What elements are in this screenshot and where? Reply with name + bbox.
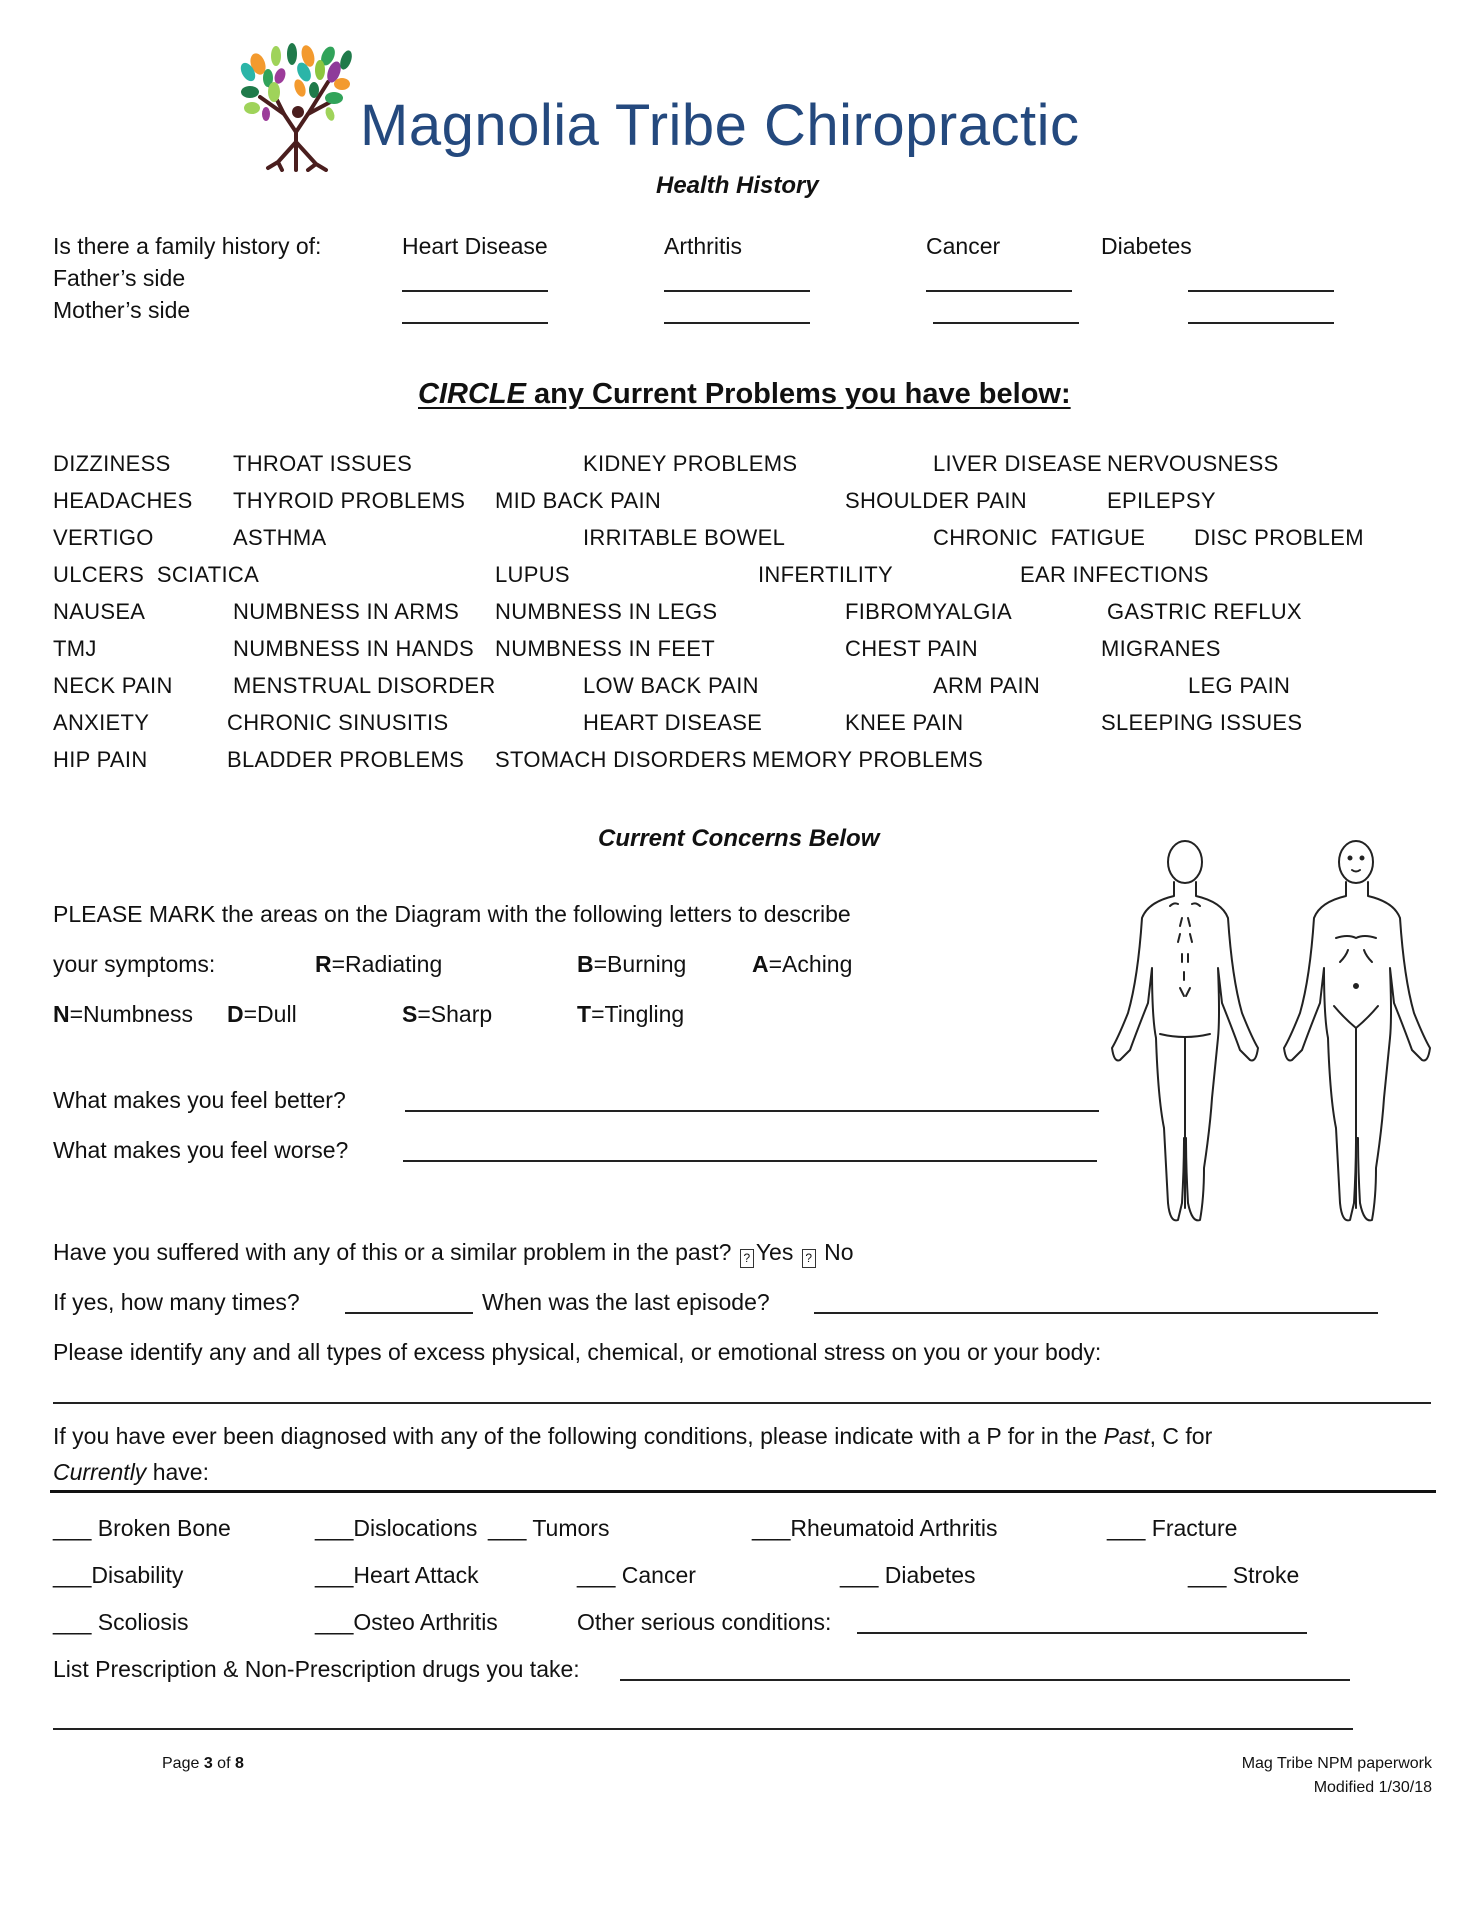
problem-item[interactable]: CHRONIC FATIGUE xyxy=(933,525,1146,550)
problem-item[interactable]: MENSTRUAL DISORDER xyxy=(233,673,496,698)
condition-item[interactable]: ___ Stroke xyxy=(1188,1562,1300,1588)
condition-item[interactable]: ___Rheumatoid Arthritis xyxy=(752,1515,998,1541)
problems-heading-rest: any Current Problems you have below: xyxy=(525,378,1071,410)
problem-item[interactable]: LOW BACK PAIN xyxy=(583,673,759,698)
problem-item[interactable]: SLEEPING ISSUES xyxy=(1101,710,1303,735)
conditions-intro-past: Past xyxy=(1103,1423,1150,1449)
clinic-name: Magnolia Tribe Chiropractic xyxy=(360,93,1080,158)
problem-item[interactable]: CHRONIC SINUSITIS xyxy=(227,710,449,735)
legend-label: =Aching xyxy=(768,951,853,977)
condition-item[interactable]: ___ Scoliosis xyxy=(53,1609,189,1635)
problem-item[interactable]: LUPUS xyxy=(495,562,570,587)
family-history-heart-disease: Heart Disease xyxy=(402,233,548,259)
father-arthritis-field[interactable] xyxy=(664,272,810,292)
doc-name: Mag Tribe NPM paperwork xyxy=(1241,1755,1432,1772)
concerns-heading: Current Concerns Below xyxy=(598,825,880,852)
no-label: No xyxy=(817,1239,854,1265)
legend-key: S xyxy=(402,1001,418,1027)
father-heart-disease-field[interactable] xyxy=(402,272,548,292)
problem-item[interactable]: NAUSEA xyxy=(53,599,146,624)
problem-item[interactable]: MID BACK PAIN xyxy=(495,488,662,513)
feel-better-label: What makes you feel better? xyxy=(53,1087,346,1113)
drugs-label: List Prescription & Non-Prescription drugs you take: xyxy=(53,1656,580,1682)
mark-instruction-line2: your symptoms: xyxy=(53,951,216,977)
problem-item[interactable]: THROAT ISSUES xyxy=(233,451,413,476)
legend-radiating xyxy=(315,950,442,978)
mother-cancer-field[interactable] xyxy=(933,304,1079,324)
problem-item[interactable]: HEADACHES xyxy=(53,488,193,513)
legend-label: =Radiating xyxy=(331,951,443,977)
problem-item[interactable]: STOMACH DISORDERS xyxy=(495,747,747,772)
problem-item[interactable]: HEART DISEASE xyxy=(583,710,763,735)
legend-key: D xyxy=(227,1001,244,1027)
modified-date: Modified 1/30/18 xyxy=(1313,1779,1432,1796)
page-of: of xyxy=(212,1755,235,1772)
no-checkbox[interactable]: ? xyxy=(802,1249,816,1268)
problem-item[interactable]: TMJ xyxy=(53,636,97,661)
condition-item[interactable]: ___Dislocations xyxy=(315,1515,478,1541)
problem-item[interactable]: NUMBNESS IN HANDS xyxy=(233,636,475,661)
feel-worse-label: What makes you feel worse? xyxy=(53,1137,349,1163)
conditions-intro-text: If you have ever been diagnosed with any of the following conditions, please indicate with a P for in the xyxy=(53,1423,1104,1449)
legend-label: =Tingling xyxy=(591,1001,685,1027)
problem-item[interactable]: EAR INFECTIONS xyxy=(1020,562,1209,587)
body-diagram[interactable] xyxy=(1108,838,1453,1228)
problem-item[interactable]: ULCERS SCIATICA xyxy=(53,562,260,587)
problem-item[interactable]: BLADDER PROBLEMS xyxy=(227,747,465,772)
problem-item[interactable]: NUMBNESS IN ARMS xyxy=(233,599,460,624)
legend-tingling xyxy=(577,1000,684,1028)
legend-label: =Sharp xyxy=(417,1001,493,1027)
legend-key: T xyxy=(577,1001,592,1027)
problem-item[interactable]: FIBROMYALGIA xyxy=(845,599,1012,624)
problem-item[interactable]: SHOULDER PAIN xyxy=(845,488,1027,513)
problem-item[interactable]: INFERTILITY xyxy=(758,562,893,587)
problem-item[interactable]: NUMBNESS IN FEET xyxy=(495,636,715,661)
body-back-icon xyxy=(1112,841,1258,1220)
other-conditions-label: Other serious conditions: xyxy=(577,1609,832,1635)
last-episode-field[interactable] xyxy=(814,1294,1378,1314)
mark-instruction-line1: PLEASE MARK the areas on the Diagram with the following letters to describe xyxy=(53,901,851,927)
feel-worse-field[interactable] xyxy=(403,1142,1097,1162)
problem-item[interactable]: EPILEPSY xyxy=(1107,488,1216,513)
conditions-intro-line2 xyxy=(53,1458,209,1486)
legend-label: =Dull xyxy=(243,1001,297,1027)
condition-item[interactable]: ___ Cancer xyxy=(577,1562,696,1588)
condition-item[interactable]: ___ Diabetes xyxy=(840,1562,976,1588)
legend-key: A xyxy=(752,951,769,977)
conditions-intro-currently: Currently xyxy=(53,1459,147,1485)
conditions-intro-text2: , C for xyxy=(1149,1423,1213,1449)
family-history-question: Is there a family history of: xyxy=(53,233,322,259)
problem-item[interactable]: MIGRANES xyxy=(1101,636,1221,661)
legend-key: N xyxy=(53,1001,70,1027)
stress-field[interactable] xyxy=(53,1384,1431,1404)
past-problem-text: Have you suffered with any of this or a similar problem in the past? xyxy=(53,1239,732,1265)
drugs-field-line2[interactable] xyxy=(53,1710,1353,1730)
problem-item[interactable]: DISC PROBLEM xyxy=(1194,525,1364,550)
fathers-side-label: Father’s side xyxy=(53,265,186,291)
father-diabetes-field[interactable] xyxy=(1188,272,1334,292)
mothers-side-label: Mother’s side xyxy=(53,297,191,323)
problem-item[interactable]: VERTIGO xyxy=(53,525,154,550)
legend-sharp xyxy=(402,1000,492,1028)
problem-item[interactable]: NERVOUSNESS xyxy=(1107,451,1279,476)
problem-item[interactable]: GASTRIC REFLUX xyxy=(1107,599,1302,624)
problem-item[interactable]: NECK PAIN xyxy=(53,673,173,698)
father-cancer-field[interactable] xyxy=(926,272,1072,292)
page-prefix: Page xyxy=(162,1755,204,1772)
body-front-icon xyxy=(1284,841,1430,1220)
mother-heart-disease-field[interactable] xyxy=(402,304,548,324)
how-many-times-field[interactable] xyxy=(345,1294,473,1314)
problem-item[interactable]: HIP PAIN xyxy=(53,747,148,772)
condition-item[interactable]: ___Heart Attack xyxy=(315,1562,479,1588)
conditions-intro-line1 xyxy=(53,1422,1212,1450)
problem-item[interactable]: LEG PAIN xyxy=(1188,673,1291,698)
family-history-diabetes: Diabetes xyxy=(1101,233,1192,259)
legend-label: =Burning xyxy=(593,951,687,977)
page-total: 8 xyxy=(234,1755,244,1772)
problem-item[interactable]: ANXIETY xyxy=(53,710,150,735)
condition-item[interactable]: ___Osteo Arthritis xyxy=(315,1609,498,1635)
legend-label: =Numbness xyxy=(69,1001,193,1027)
conditions-intro-text3: have: xyxy=(146,1459,209,1485)
family-history-arthritis: Arthritis xyxy=(664,233,742,259)
problem-item[interactable]: KIDNEY PROBLEMS xyxy=(583,451,798,476)
problem-item[interactable]: ASTHMA xyxy=(233,525,327,550)
problem-item[interactable]: NUMBNESS IN LEGS xyxy=(495,599,718,624)
mother-arthritis-field[interactable] xyxy=(664,304,810,324)
legend-key: B xyxy=(577,951,594,977)
legend-aching xyxy=(752,950,852,978)
logo-icon xyxy=(238,42,358,172)
problem-item[interactable]: CHEST PAIN xyxy=(845,636,978,661)
problem-item[interactable]: IRRITABLE BOWEL xyxy=(583,525,786,550)
stress-question: Please identify any and all types of excess physical, chemical, or emotional stress on you or your body: xyxy=(53,1339,1102,1365)
family-history-cancer: Cancer xyxy=(926,233,1001,259)
how-many-times-label: If yes, how many times? xyxy=(53,1289,300,1315)
form-title: Health History xyxy=(656,172,819,199)
condition-item[interactable]: ___ Fracture xyxy=(1107,1515,1238,1541)
problem-item[interactable]: LIVER DISEASE xyxy=(933,451,1102,476)
page-number xyxy=(162,1755,244,1773)
yes-label: Yes xyxy=(755,1239,794,1265)
problem-item[interactable]: MEMORY PROBLEMS xyxy=(752,747,984,772)
yes-checkbox[interactable]: ? xyxy=(740,1249,754,1268)
past-problem-question xyxy=(53,1238,854,1268)
section-divider xyxy=(50,1490,1436,1493)
problem-item[interactable]: KNEE PAIN xyxy=(845,710,964,735)
mother-diabetes-field[interactable] xyxy=(1188,304,1334,324)
legend-dull xyxy=(227,1000,297,1028)
condition-item[interactable]: ___Disability xyxy=(53,1562,184,1588)
condition-item[interactable]: ___ Broken Bone xyxy=(53,1515,231,1541)
problem-item[interactable]: ARM PAIN xyxy=(933,673,1041,698)
problems-heading xyxy=(418,378,1071,411)
page-current: 3 xyxy=(203,1755,213,1772)
problem-item[interactable]: THYROID PROBLEMS xyxy=(233,488,466,513)
feel-better-field[interactable] xyxy=(405,1092,1099,1112)
legend-key: R xyxy=(315,951,332,977)
condition-item[interactable]: ___ Tumors xyxy=(488,1515,610,1541)
other-conditions-field[interactable] xyxy=(857,1614,1307,1634)
problem-item[interactable]: DIZZINESS xyxy=(53,451,171,476)
drugs-field[interactable] xyxy=(620,1661,1350,1681)
last-episode-label: When was the last episode? xyxy=(482,1289,770,1315)
legend-numbness xyxy=(53,1000,193,1028)
legend-burning xyxy=(577,950,686,978)
problems-heading-emphasis: CIRCLE xyxy=(418,378,526,410)
